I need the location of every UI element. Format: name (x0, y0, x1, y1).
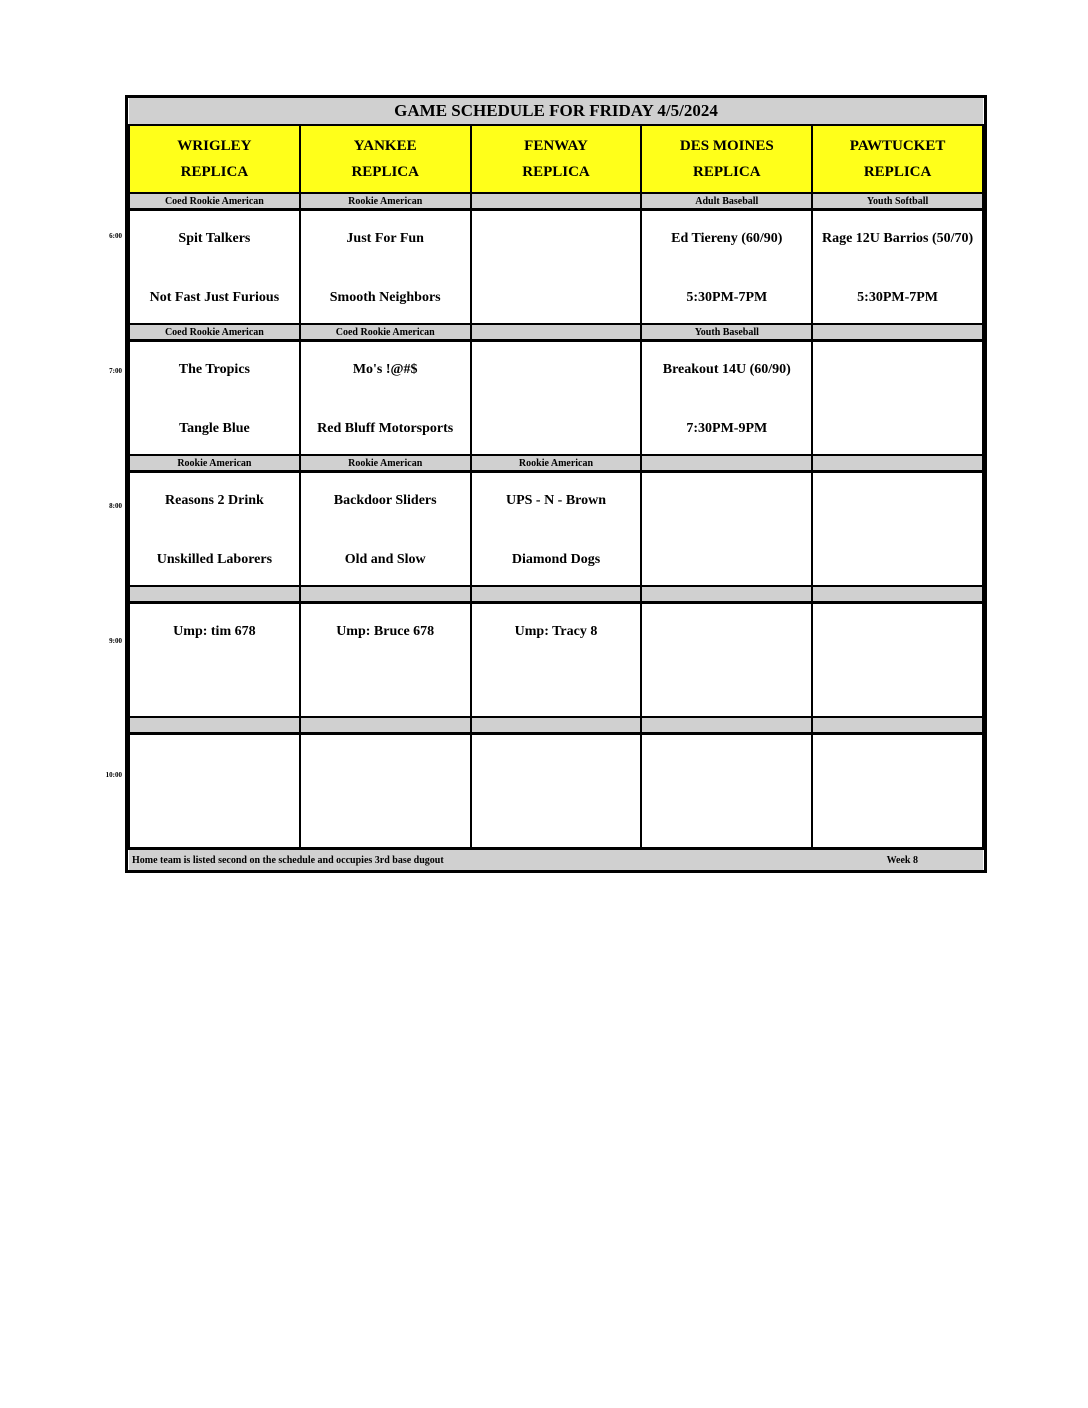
field-name: DES MOINES (679, 138, 774, 154)
game-cell (300, 341, 471, 456)
game-line-1 (642, 755, 811, 775)
field-header-row (129, 125, 983, 193)
game-cell (641, 341, 812, 456)
game-cell (812, 603, 983, 718)
game-row (129, 734, 983, 849)
league-label (812, 586, 983, 603)
game-line-1 (472, 362, 641, 382)
field-sub: REPLICA (180, 164, 249, 180)
game-line-1: Ump: Tracy 8 (514, 624, 598, 639)
game-line-2 (472, 421, 641, 441)
field-sub: REPLICA (693, 164, 761, 180)
game-line-2 (813, 552, 982, 572)
field-header (471, 125, 642, 193)
week-label: Week 8 (812, 849, 983, 871)
time-label: 7:00 (109, 367, 122, 375)
league-row (129, 324, 983, 341)
game-line-2 (642, 552, 811, 572)
schedule-table (125, 95, 987, 873)
league-label (300, 717, 471, 734)
title-row (129, 98, 983, 125)
time-label: 6:00 (109, 232, 122, 240)
game-line-2: Old and Slow (344, 552, 426, 567)
field-header (129, 125, 300, 193)
league-label (641, 586, 812, 603)
game-line-2 (301, 814, 470, 834)
time-label: 10:00 (105, 771, 122, 779)
game-row (129, 210, 983, 325)
time-label: 9:00 (109, 637, 122, 645)
league-label (471, 717, 642, 734)
game-line-1 (813, 624, 982, 644)
game-cell (300, 734, 471, 849)
game-cell (641, 603, 812, 718)
game-line-2 (130, 814, 299, 834)
field-name: FENWAY (524, 138, 588, 154)
league-row (129, 717, 983, 734)
game-line-1: Rage 12U Barrios (50/70) (821, 231, 974, 246)
game-line-2: Unskilled Laborers (156, 552, 273, 567)
game-cell (812, 734, 983, 849)
game-line-1: UPS - N - Brown (505, 493, 607, 508)
game-line-2 (472, 814, 641, 834)
field-header (641, 125, 812, 193)
league-label (471, 193, 642, 210)
game-line-2: 5:30PM-7PM (686, 290, 768, 305)
game-line-1: Ump: Bruce 678 (336, 624, 435, 639)
game-line-1: Mo's !@#$ (352, 362, 418, 377)
footer-row (129, 849, 983, 871)
league-label (471, 324, 642, 341)
game-cell (471, 341, 642, 456)
game-row (129, 341, 983, 456)
game-cell (812, 210, 983, 325)
game-line-2 (642, 683, 811, 703)
league-label (812, 717, 983, 734)
league-row (129, 586, 983, 603)
game-cell (812, 472, 983, 587)
field-sub: REPLICA (522, 164, 590, 180)
game-line-2 (813, 814, 982, 834)
league-label (641, 717, 812, 734)
game-row (129, 472, 983, 587)
game-line-1: Spit Talkers (178, 231, 251, 246)
game-line-2 (813, 421, 982, 441)
league-label: Adult Baseball (641, 193, 812, 210)
game-line-1: Ump: tim 678 (173, 624, 256, 639)
league-label: Coed Rookie American (300, 324, 471, 341)
game-line-1: Backdoor Sliders (333, 493, 437, 508)
field-sub: REPLICA (863, 164, 932, 180)
game-line-2: 5:30PM-7PM (857, 290, 939, 305)
schedule-title: GAME SCHEDULE FOR FRIDAY 4/5/2024 (129, 98, 983, 125)
game-line-1 (472, 755, 641, 775)
game-line-2 (130, 683, 299, 703)
game-line-2 (301, 683, 470, 703)
game-line-1 (813, 755, 982, 775)
game-cell (471, 603, 642, 718)
game-cell (300, 472, 471, 587)
game-line-2: Not Fast Just Furious (149, 290, 280, 305)
league-label (300, 586, 471, 603)
game-line-2 (472, 290, 641, 310)
game-line-2 (472, 683, 641, 703)
game-cell (129, 210, 300, 325)
league-row (129, 193, 983, 210)
league-label (471, 586, 642, 603)
game-cell (300, 210, 471, 325)
league-label (129, 717, 300, 734)
game-line-1 (642, 624, 811, 644)
game-cell (641, 210, 812, 325)
schedule-grid (128, 98, 984, 870)
league-label: Rookie American (129, 455, 300, 472)
field-sub: REPLICA (351, 164, 419, 180)
field-name: PAWTUCKET (849, 138, 946, 154)
game-cell (129, 734, 300, 849)
game-cell (471, 472, 642, 587)
game-line-1: Reasons 2 Drink (165, 493, 264, 508)
game-cell (129, 341, 300, 456)
game-cell (471, 734, 642, 849)
game-line-2: Diamond Dogs (511, 552, 601, 567)
game-cell (812, 341, 983, 456)
league-label: Coed Rookie American (129, 193, 300, 210)
league-label: Rookie American (300, 193, 471, 210)
league-label: Youth Softball (812, 193, 983, 210)
league-label (129, 586, 300, 603)
game-line-2: Tangle Blue (179, 421, 250, 436)
game-cell (129, 472, 300, 587)
game-cell (471, 210, 642, 325)
game-line-2 (642, 814, 811, 834)
footer-note: Home team is listed second on the schedule and occupies 3rd base dugout (129, 849, 812, 871)
game-line-1 (813, 362, 982, 382)
league-row (129, 455, 983, 472)
field-header (300, 125, 471, 193)
league-label (641, 455, 812, 472)
game-line-1 (472, 231, 641, 251)
league-label (812, 324, 983, 341)
game-line-1 (130, 755, 299, 775)
game-cell (300, 603, 471, 718)
field-header (812, 125, 983, 193)
game-line-2 (813, 683, 982, 703)
league-label: Rookie American (300, 455, 471, 472)
game-line-2: Smooth Neighbors (329, 290, 441, 305)
game-line-2: 7:30PM-9PM (686, 421, 768, 436)
field-name: YANKEE (353, 138, 417, 154)
game-line-2: Red Bluff Motorsports (317, 421, 454, 436)
league-label: Coed Rookie American (129, 324, 300, 341)
game-cell (641, 472, 812, 587)
league-label: Youth Baseball (641, 324, 812, 341)
league-label: Rookie American (471, 455, 642, 472)
game-cell (641, 734, 812, 849)
game-cell (129, 603, 300, 718)
league-label (812, 455, 983, 472)
game-line-1: The Tropics (178, 362, 250, 377)
game-line-1 (642, 493, 811, 513)
game-line-1 (301, 755, 470, 775)
game-row (129, 603, 983, 718)
time-label: 8:00 (109, 502, 122, 510)
game-line-1: Ed Tiereny (60/90) (671, 231, 783, 246)
game-line-1: Just For Fun (346, 231, 424, 246)
game-line-1: Breakout 14U (60/90) (662, 362, 791, 377)
field-name: WRIGLEY (177, 138, 252, 154)
game-line-1 (813, 493, 982, 513)
